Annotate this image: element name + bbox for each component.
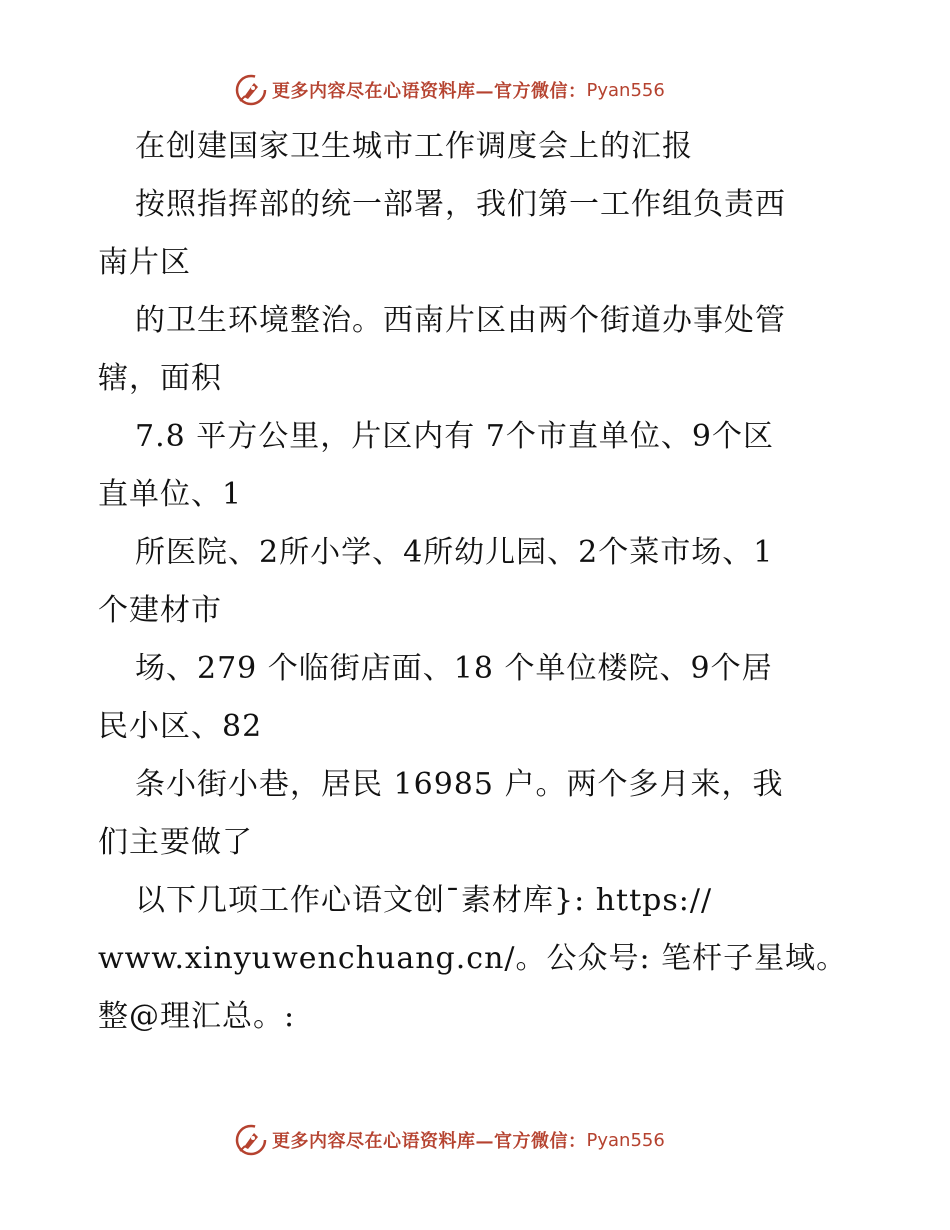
paragraph-line: 以下几项工作心语文创¯素材库}: https:// <box>135 883 713 918</box>
document-title: 在创建国家卫生城市工作调度会上的汇报 <box>135 129 693 164</box>
banner-text: 更多内容尽在心语资料库—官方微信： <box>272 1131 587 1152</box>
paragraph-line: 直单位、1 <box>98 477 243 512</box>
paragraph-line: 所医院、2所小学、4所幼儿园、2个菜市场、1 <box>135 535 774 570</box>
pen-nib-logo-icon <box>234 1123 268 1157</box>
header-banner <box>234 72 665 108</box>
paragraph-line: 们主要做了 <box>98 825 253 860</box>
paragraph-line: 的卫生环境整治。西南片区由两个街道办事处管 <box>135 303 786 338</box>
paragraph-line: www.xinyuwenchuang.cn/。公众号: 笔杆子星域。 <box>98 941 848 976</box>
paragraph-line: 辖，面积 <box>98 361 222 396</box>
wechat-id: Pyan556 <box>586 1129 665 1151</box>
paragraph-line: 南片区 <box>98 245 191 280</box>
paragraph-line: 整@理汇总。: <box>98 999 296 1034</box>
pen-nib-logo-icon <box>234 73 268 107</box>
paragraph-line: 个建材市 <box>98 593 222 628</box>
paragraph-line: 按照指挥部的统一部署，我们第一工作组负责西 <box>135 187 786 222</box>
paragraph-line: 场、279 个临街店面、18 个单位楼院、9个居 <box>135 651 773 686</box>
banner-text: 更多内容尽在心语资料库—官方微信： <box>272 81 587 102</box>
paragraph-line: 民小区、82 <box>98 709 263 744</box>
wechat-id: Pyan556 <box>586 79 665 101</box>
paragraph-line: 条小街小巷，居民 16985 户。两个多月来，我 <box>135 767 784 802</box>
footer-banner <box>234 1122 665 1158</box>
document-body <box>98 118 858 1046</box>
paragraph-line: 7.8 平方公里，片区内有 7个市直单位、9个区 <box>135 419 774 454</box>
